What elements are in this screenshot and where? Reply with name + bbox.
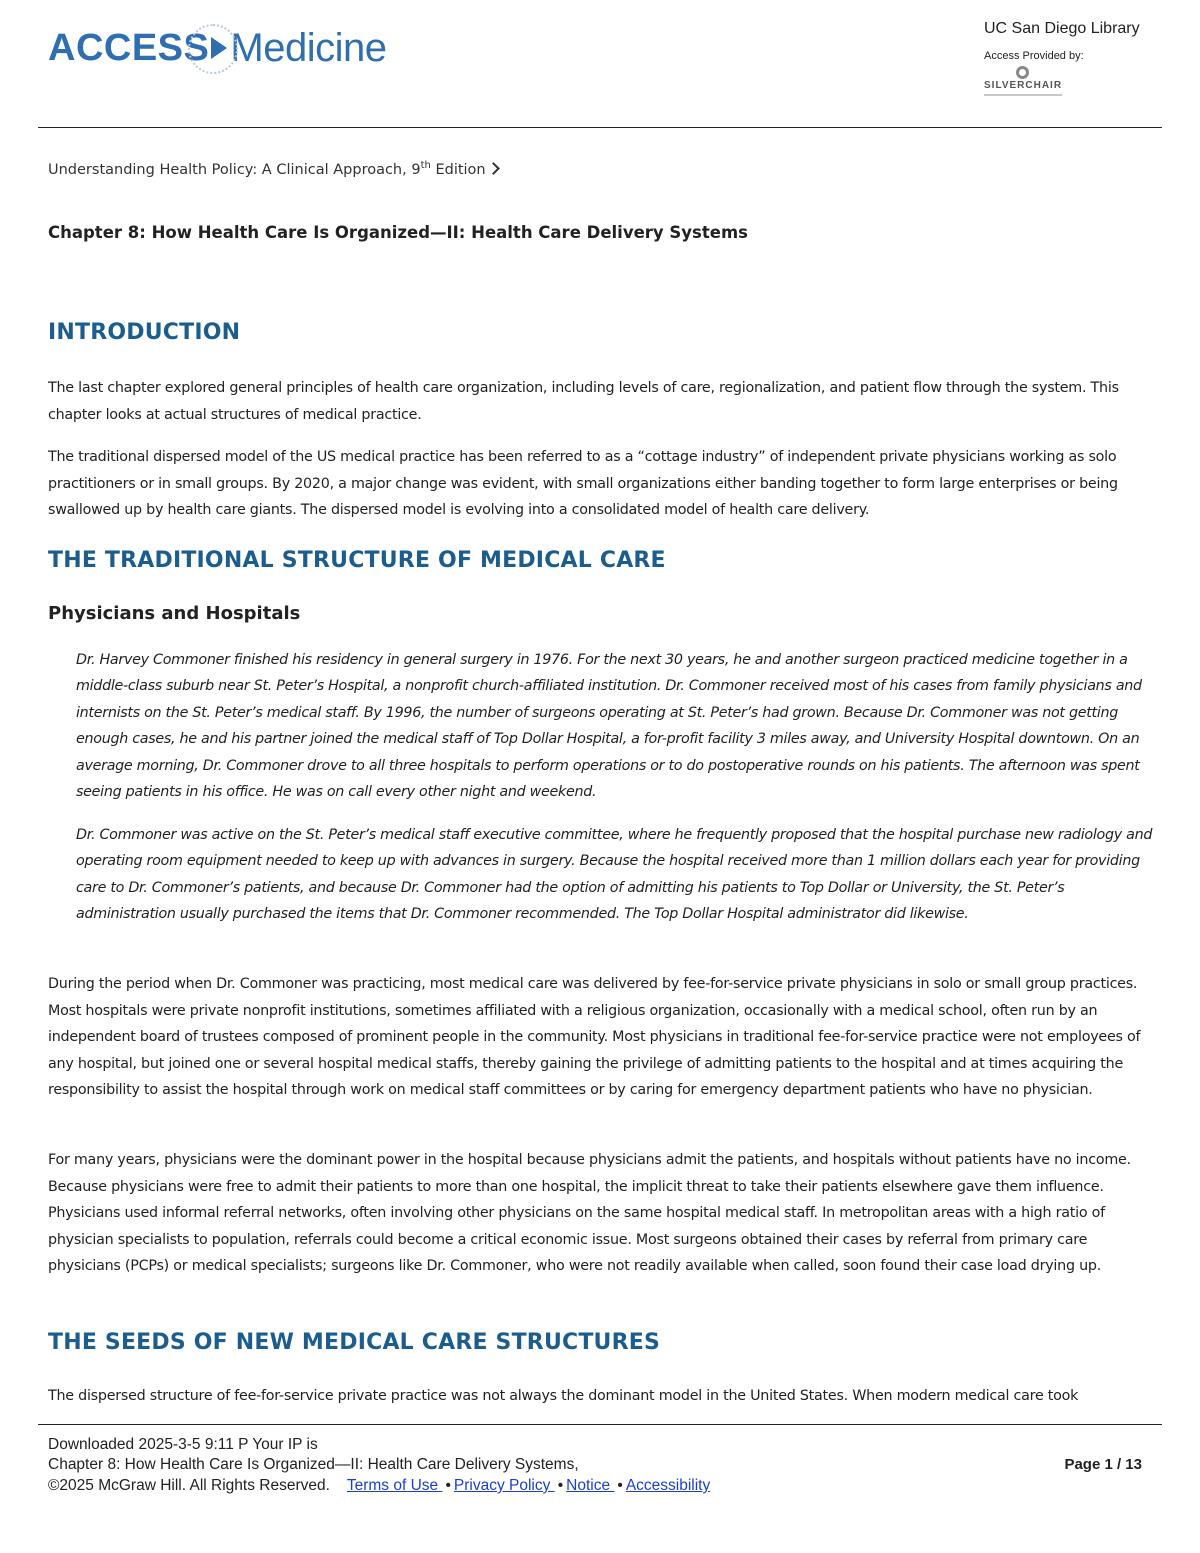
silverchair-logo: [984, 66, 1064, 100]
intro-paragraph-2: The traditional dispersed model of the US medical practice has been referred to as a “cottage industry” of independent private physicians working as solo practitioners or in small groups. By 2020, a major change was evident, with small organizations either banding together to form large enterprises or being swallowed up by health care giants. The dispersed model is evolving into a consolidated model of health care delivery.: [48, 449, 1118, 518]
logo-medicine-text: Medicine: [230, 25, 387, 70]
body-paragraph-1: During the period when Dr. Commoner was practicing, most medical care was delivered by fee-for-service private physicians in solo or small group practices. Most hospitals were private nonprofit institutions, sometimes affiliated with a religious organization, occasionally with a medical school, often run by an independent board of trustees composed of prominent people in the community. Most physicians in traditional fee-for-service practice were not employees of any hospital, but joined one or several hospital medical staffs, thereby gaining the privilege of admitting patients to the hospital and at times acquiring the responsibility to assist the hospital through work on medical staff committees or by caring for emergency department patients who have no physician.: [48, 976, 1141, 1098]
book-title-edition: Edition: [430, 161, 486, 178]
download-info: Downloaded 2025-3-5 9:11 P Your IP is: [48, 1436, 318, 1453]
footer-separator: •: [617, 1477, 623, 1494]
intro-paragraph-1: The last chapter explored general principles of health care organization, including levels of care, regionalization, and patient flow through the system. This chapter looks at actual structures of medical practice.: [48, 380, 1119, 423]
introduction-heading: INTRODUCTION: [48, 320, 241, 345]
notice-link[interactable]: Notice: [566, 1477, 615, 1494]
chapter-title: Chapter 8: How Health Care Is Organized—II: Health Care Delivery Systems: [48, 223, 748, 242]
footer-separator: •: [445, 1477, 451, 1494]
privacy-policy-link[interactable]: Privacy Policy: [453, 1477, 555, 1494]
physicians-hospitals-heading: Physicians and Hospitals: [48, 603, 301, 624]
silverchair-underline: [984, 94, 1062, 96]
chevron-right-icon: [487, 162, 500, 175]
page-header: [0, 0, 1200, 128]
library-name: UC San Diego Library: [984, 20, 1140, 37]
footer-separator: •: [557, 1477, 564, 1494]
traditional-structure-heading: THE TRADITIONAL STRUCTURE OF MEDICAL CARE: [48, 548, 666, 573]
accessmedicine-logo[interactable]: [48, 18, 386, 78]
page-number: Page 1 / 13: [1064, 1456, 1142, 1473]
body-paragraph-2: For many years, physicians were the dominant power in the hospital because physicians admit the patients, and hospitals without patients have no income. Because physicians were free to admit their patients to more than one hospital, the implicit threat to take their patients elsewhere gave them influence. Physicians used informal referral networks, often involving other physicians on the same hospital medical staff. In metropolitan areas with a high ratio of physician specialists to population, referrals could become a critical economic issue. Most surgeons obtained their cases by referral from primary care physicians (PCPs) or medical specialists; surgeons like Dr. Commoner, who were not readily available when called, soon found their case load drying up.: [48, 1152, 1131, 1274]
accessibility-link[interactable]: Accessibility: [625, 1477, 711, 1494]
book-title-superscript: th: [420, 160, 431, 171]
seeds-heading: THE SEEDS OF NEW MEDICAL CARE STRUCTURES: [48, 1330, 661, 1355]
header-divider: [38, 127, 1162, 128]
terms-of-use-link[interactable]: Terms of Use: [346, 1477, 443, 1494]
logo-dots-decoration: [188, 24, 238, 74]
case-study-paragraph-2: Dr. Commoner was active on the St. Peter’s medical staff executive committee, where he frequently proposed that the hospital purchase new radiology and operating room equipment needed to keep up with advances in surgery. Because the hospital received more than 1 million dollars each year for providing care to Dr. Commoner’s patients, and because Dr. Commoner had the option of admitting his patients to Top Dollar or University, the St. Peter’s administration usually purchased the items that Dr. Commoner recommended. The Top Dollar Hospital administrator did likewise.: [76, 827, 1153, 923]
case-study-paragraph-1: Dr. Harvey Commoner finished his residency in general surgery in 1976. For the next 30 years, he and another surgeon practiced medicine together in a middle-class suburb near St. Peter’s Hospital, a nonprofit church-affiliated institution. Dr. Commoner received most of his cases from family physicians and internists on the St. Peter’s medical staff. By 1996, the number of surgeons operating at St. Peter’s had grown. Because Dr. Commoner was not getting enough cases, he and his partner joined the medical staff of Top Dollar Hospital, a for-profit facility 3 miles away, and University Hospital downtown. On an average morning, Dr. Commoner drove to all three hospitals to perform operations or to do postoperative rounds on his patients. The afternoon was spent seeing patients in his office. He was on call every other night and weekend.: [76, 652, 1142, 801]
footer-chapter-title: Chapter 8: How Health Care Is Organized—II: Health Care Delivery Systems,: [48, 1456, 579, 1473]
copyright-text: ©2025 McGraw Hill. All Rights Reserved.: [48, 1477, 330, 1494]
silverchair-logo-text: SILVERCHAIR: [984, 80, 1063, 91]
silverchair-circle-icon: [1016, 66, 1029, 79]
logo-access-text: ACCESS: [48, 26, 210, 69]
book-title-text: Understanding Health Policy: A Clinical Approach, 9: [48, 161, 421, 178]
provided-by-label: Access Provided by:: [984, 50, 1084, 62]
footer-divider: [38, 1424, 1162, 1425]
book-title-link[interactable]: [48, 160, 498, 178]
footer-copyright-line: [48, 1477, 710, 1495]
seeds-paragraph-1: The dispersed structure of fee-for-service private practice was not always the dominant model in the United States. When modern medical care took: [48, 1388, 1079, 1404]
